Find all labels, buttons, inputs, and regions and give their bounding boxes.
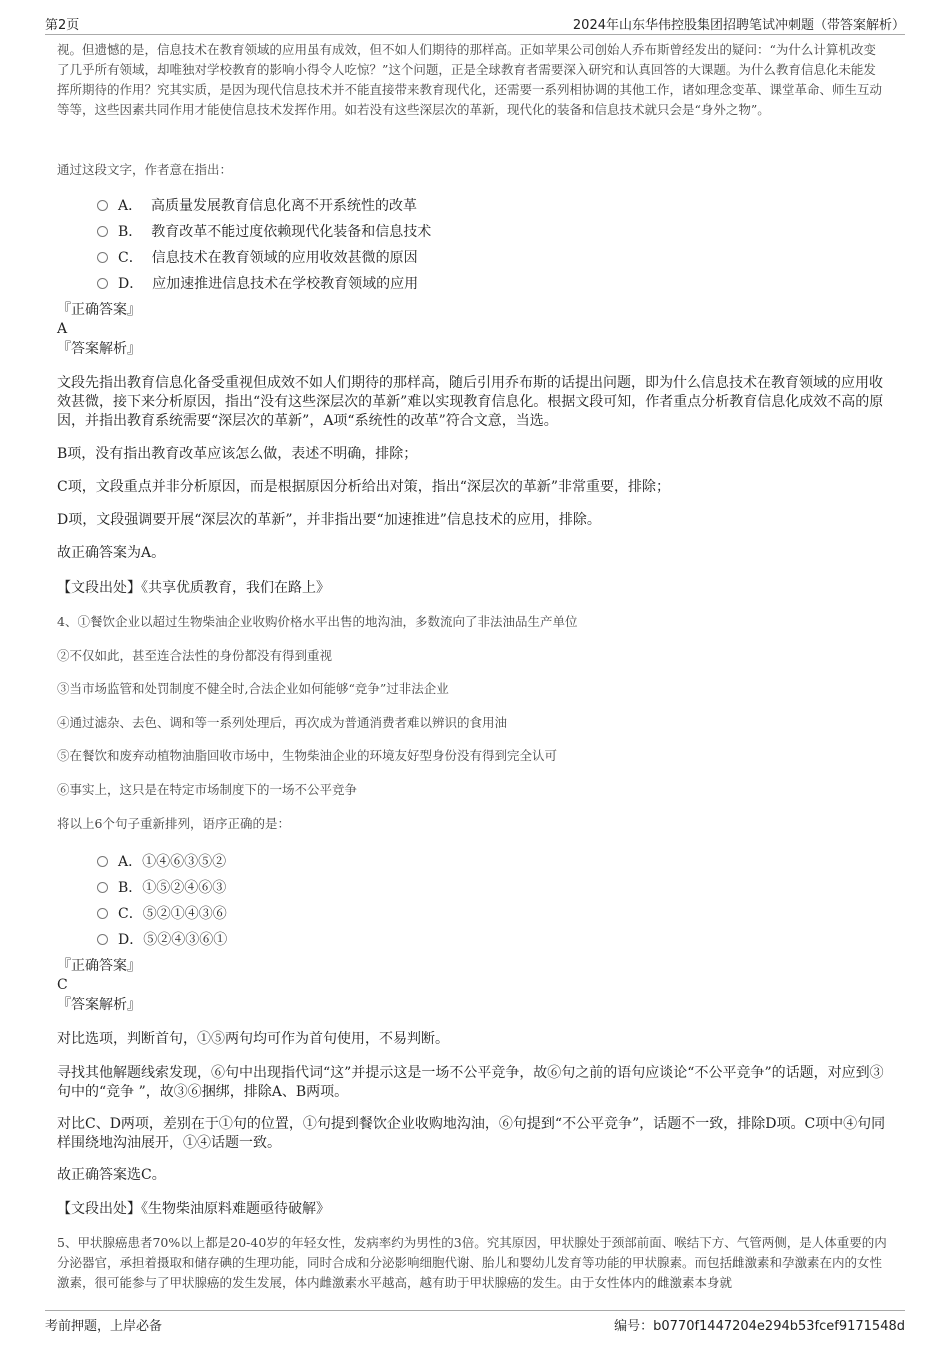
q4-analysis-paragraph: 寻找其他解题线索发现，⑥句中出现指代词“这”并提示这是一场不公平竞争，故⑥句之前的语句应谈论“不公平竞争”的话题，对应到③句中的“竞争 ”，故③⑥捆绑，排除A、B两项。	[57, 1065, 884, 1100]
radio-icon[interactable]	[97, 882, 108, 893]
q4-analysis-paragraph: 对比C、D两项，差别在于①句的位置，①句提到餐饮企业收购地沟油，⑥句提到“不公平竞争”，话题不一致，排除D项。C项中④句同样围绕地沟油展开，①④话题一致。	[57, 1116, 886, 1151]
footer-slogan: 考前押题，上岸必备	[45, 1319, 163, 1334]
page-footer	[45, 1310, 905, 1335]
option-letter: A．	[118, 198, 143, 214]
q4-answer: C	[57, 977, 68, 993]
option-letter: D．	[118, 932, 144, 948]
option-text: ①⑤②④⑥③	[142, 880, 227, 896]
q3-source: 【文段出处】《共享优质教育，我们在路上》	[57, 580, 330, 596]
radio-icon[interactable]	[97, 252, 108, 263]
q4-answer-label: 『正确答案』	[57, 958, 141, 974]
q3-option-d[interactable]	[97, 273, 418, 293]
radio-icon[interactable]	[97, 908, 108, 919]
document-id: 编号：b0770f1447204e294b53fcef9171548d	[614, 1319, 905, 1334]
document-title: 2024年山东华伟控股集团招聘笔试冲刺题（带答案解析）	[572, 18, 905, 33]
q4-sentence: ⑥事实上，这只是在特定市场制度下的一场不公平竞争	[57, 782, 358, 797]
q4-sentence: ④通过滤杂、去色、调和等一系列处理后，再次成为普通消费者难以辨识的食用油	[57, 715, 508, 730]
option-letter: D．	[118, 276, 144, 292]
option-text: ⑤②④③⑥①	[143, 932, 228, 948]
q3-analysis-paragraph: C项，文段重点并非分析原因，而是根据原因分析给出对策，指出“深层次的革新”非常重要，排除；	[57, 479, 671, 495]
radio-icon[interactable]	[97, 226, 108, 237]
option-text: ⑤②①④③⑥	[142, 906, 227, 922]
option-letter: C．	[118, 250, 143, 266]
q4-sentence: ②不仅如此，甚至连合法性的身份都没有得到重视	[57, 648, 333, 663]
radio-icon[interactable]	[97, 200, 108, 211]
radio-icon[interactable]	[97, 856, 108, 867]
q4-analysis-paragraph: 故正确答案选C。	[57, 1167, 166, 1183]
q4-option-a[interactable]	[97, 851, 226, 871]
q4-analysis-paragraph: 对比选项，判断首句，①⑤两句均可作为首句使用，不易判断。	[57, 1031, 449, 1047]
option-letter: B．	[118, 224, 143, 240]
q3-passage: 视。但遗憾的是，信息技术在教育领域的应用虽有成效，但不如人们期待的那样高。正如苹果公司创始人乔布斯曾经发出的疑问：“为什么计算机改变了几乎所有领域，却唯独对学校教育的影响小得令人吃惊？”这个问题，正是全球教育者需要深入研究和认真回答的大课题。为什么教育信息化未能发挥所期待的作用？究其实质，是因为现代信息技术并不能直接带来教育现代化，还需要一系列相协调的其他工作，诸如理念变革、课堂革命、师生互动等等，这些因素共同作用才能使信息技术发挥作用。如若没有这些深层次的革新，现代化的装备和信息技术就只会是“身外之物”。	[57, 42, 883, 117]
q3-analysis-paragraph: 故正确答案为A。	[57, 545, 166, 561]
page-header	[45, 10, 905, 35]
option-text: 信息技术在教育领域的应用收效甚微的原因	[151, 250, 418, 266]
radio-icon[interactable]	[97, 278, 108, 289]
q3-answer: A	[57, 321, 68, 337]
q4-sentence: ③当市场监管和处罚制度不健全时,合法企业如何能够“竞争”过非法企业	[57, 681, 449, 696]
q4-source: 【文段出处】《生物柴油原料难题亟待破解》	[57, 1201, 330, 1217]
page-number: 第2页	[45, 18, 80, 33]
q3-analysis-paragraph: D项，文段强调要开展“深层次的革新”，并非指出要“加速推进”信息技术的应用，排除。	[57, 512, 601, 528]
option-text: 教育改革不能过度依赖现代化装备和信息技术	[151, 224, 432, 240]
q4-option-c[interactable]	[97, 903, 227, 923]
q4-stem: 将以上6个句子重新排列，语序正确的是：	[57, 816, 290, 831]
q4-option-d[interactable]	[97, 929, 227, 949]
q3-option-a[interactable]	[97, 195, 417, 215]
q3-option-b[interactable]	[97, 221, 431, 241]
q3-answer-label: 『正确答案』	[57, 302, 141, 318]
option-letter: A．	[118, 854, 143, 870]
q4-analysis-label: 『答案解析』	[57, 997, 141, 1013]
q3-analysis-paragraph: B项，没有指出教育改革应该怎么做，表述不明确，排除；	[57, 446, 418, 462]
q4-sentence: 4、①餐饮企业以超过生物柴油企业收购价格水平出售的地沟油，多数流向了非法油品生产单位	[57, 614, 578, 629]
q3-option-c[interactable]	[97, 247, 418, 267]
option-text: 应加速推进信息技术在学校教育领域的应用	[152, 276, 419, 292]
option-letter: B．	[118, 880, 143, 896]
q4-option-b[interactable]	[97, 877, 226, 897]
q5-passage: 5、甲状腺癌患者70%以上都是20-40岁的年轻女性，发病率约为男性的3倍。究其原因，甲状腺处于颈部前面、喉结下方、气管两侧，是人体重要的内分泌器官，承担着摄取和储存碘的生理功能，同时合成和分泌影响细胞代谢、胎儿和婴幼儿发育等功能的甲状腺素。而包括雌激素和孕激素在内的女性激素，很可能参与了甲状腺癌的发生发展，体内雌激素水平越高，越有助于甲状腺癌的发生。由于女性体内的雌激素本身就	[57, 1235, 887, 1290]
option-text: 高质量发展教育信息化离不开系统性的改革	[151, 198, 418, 214]
radio-icon[interactable]	[97, 934, 108, 945]
option-letter: C．	[118, 906, 143, 922]
q3-stem: 通过这段文字，作者意在指出：	[57, 162, 233, 177]
q4-sentence: ⑤在餐饮和废弃动植物油脂回收市场中，生物柴油企业的环境友好型身份没有得到完全认可	[57, 748, 558, 763]
q3-analysis-label: 『答案解析』	[57, 341, 141, 357]
option-text: ①④⑥③⑤②	[142, 854, 227, 870]
q3-analysis-paragraph: 文段先指出教育信息化备受重视但成效不如人们期待的那样高，随后引用乔布斯的话提出问题，即为什么信息技术在教育领域的应用收效甚微，接下来分析原因，指出“没有这些深层次的革新”难以实现教育信息化。根据文段可知，作者重点分析教育信息化成效不高的原因，并指出教育系统需要“深层次的革新”，A项“系统性的改革”符合文意，当选。	[57, 375, 884, 429]
